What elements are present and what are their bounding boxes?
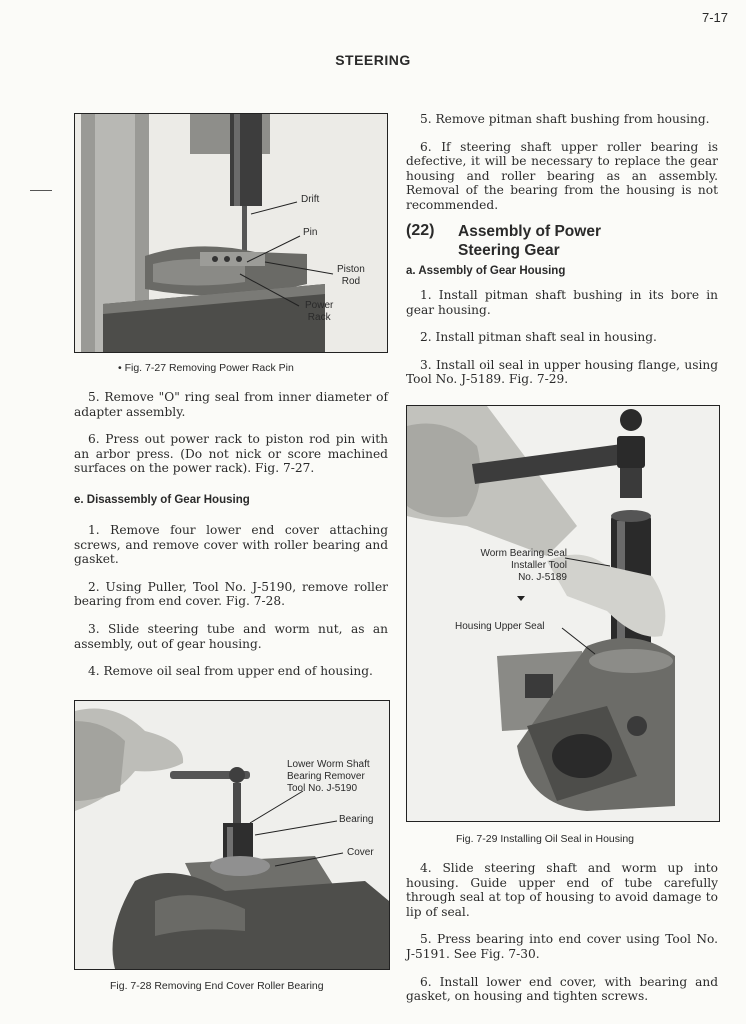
paragraph: 1. Remove four lower end cover attaching screws, and remove cover with roller bearing and gasket. (74, 523, 388, 567)
paragraph: 4. Slide steering shaft and worm up into housing. Guide upper end of tube carefully through seal at top of housing to avoid damage to lip of seal. (406, 861, 718, 919)
left-text-block-2 (74, 523, 388, 679)
right-text-block-2 (406, 288, 718, 387)
section-title-line-1: Assembly of Power (458, 223, 601, 240)
paragraph: 3. Install oil seal in upper housing flange, using Tool No. J-5189. Fig. 7-29. (406, 357, 718, 387)
bearing-puller-illustration (75, 701, 389, 969)
figure-7-27 (74, 113, 388, 353)
figure-7-28-caption: Fig. 7-28 Removing End Cover Roller Bearing (110, 980, 324, 992)
left-text-block-1 (74, 390, 388, 476)
paragraph: 3. Slide steering tube and worm nut, as an assembly, out of gear housing. (74, 621, 388, 651)
paragraph: 4. Remove oil seal from upper end of housing. (88, 664, 373, 679)
subheading-a: a. Assembly of Gear Housing (406, 265, 566, 277)
label-pin: Pin (303, 227, 318, 238)
label-piston-rod: Piston Rod (337, 264, 365, 287)
section-title-line-2: Steering Gear (458, 242, 560, 259)
paragraph: 1. Install pitman shaft bushing in its bore in gear housing. (406, 288, 718, 317)
section-number: (22) (406, 222, 435, 239)
figure-7-28 (74, 700, 390, 970)
label-drift: Drift (301, 194, 320, 205)
paragraph: 5. Press bearing into end cover using Tool No. J-5191. See Fig. 7-30. (406, 932, 718, 961)
figure-7-29-caption: Fig. 7-29 Installing Oil Seal in Housing (456, 833, 635, 845)
label-cover: Cover (347, 847, 374, 858)
arbor-press-illustration (75, 114, 387, 352)
figure-7-29 (406, 405, 720, 822)
seal-installer-illustration (407, 406, 719, 821)
right-text-block-3 (406, 861, 718, 1004)
paragraph: 6. Install lower end cover, with bearing and gasket, on housing and tighten screws. (406, 974, 718, 1004)
right-text-block-1 (406, 112, 718, 213)
label-remover-tool: Lower Worm Shaft Bearing Remover Tool No. J-5190 (287, 759, 370, 794)
figure-7-27-caption: • Fig. 7-27 Removing Power Rack Pin (118, 362, 294, 374)
label-bearing: Bearing (339, 814, 374, 825)
paragraph: 6. Press out power rack to piston rod pin with an arbor press. (Do not nick or score machined surfaces on the power rack). Fig. 7-27. (74, 432, 388, 476)
paragraph: 5. Remove pitman shaft bushing from housing. (420, 112, 710, 126)
paragraph: 2. Using Puller, Tool No. J-5190, remove roller bearing from end cover. Fig. 7-28. (74, 579, 388, 609)
page-title: STEERING (335, 52, 411, 68)
margin-mark (30, 190, 52, 191)
page-number: 7-17 (701, 10, 728, 25)
paragraph: 5. Remove "O" ring seal from inner diameter of adapter assembly. (74, 390, 388, 419)
paragraph: 2. Install pitman shaft seal in housing. (420, 330, 657, 345)
paragraph: 6. If steering shaft upper roller bearing is defective, it will be necessary to replace the gear housing and roller bearing as an assembly. Removal of the bearing from the housing is not recommended. (406, 139, 718, 212)
label-power-rack: Power Rack (305, 300, 334, 323)
subheading-e: e. Disassembly of Gear Housing (74, 494, 250, 506)
label-upper-seal: Housing Upper Seal (455, 621, 545, 632)
label-installer-tool: Worm Bearing Seal Installer Tool No. J-5189 (480, 548, 567, 583)
